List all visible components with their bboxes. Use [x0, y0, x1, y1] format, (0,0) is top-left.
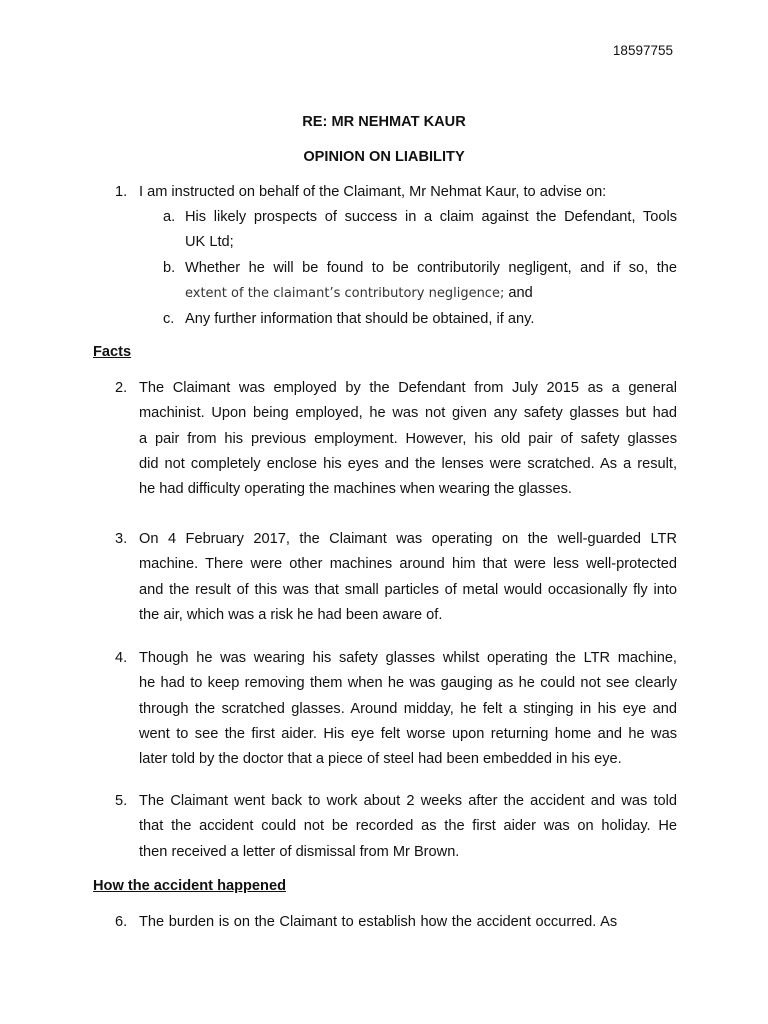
paragraph-number: 4.	[115, 650, 128, 666]
list-item: His likely prospects of success in a claim against the Defendant, Tools UK Ltd;	[185, 209, 677, 251]
list-label: c.	[163, 311, 175, 327]
paragraph-6	[93, 910, 677, 940]
paragraph-2	[93, 376, 677, 506]
document-subtitle: OPINION ON LIABILITY	[303, 149, 465, 165]
document-title: RE: MR NEHMAT KAUR	[302, 114, 466, 130]
paragraph-text: The Claimant was employed by the Defendant from July 2015 as a general machinist. Upon being employed, he was not given any safety glasses but had a pair from his previous employment. However, his old pair of safety glasses did not completely enclose his eyes and the lenses were scratched. As a result, he had difficulty operating the machines when wearing the glasses.	[139, 380, 677, 498]
paragraph-text: The burden is on the Claimant to establish how the accident occurred. As	[139, 914, 618, 930]
list-label: b.	[163, 260, 176, 276]
paragraph-3	[93, 527, 677, 631]
paragraph-text: Though he was wearing his safety glasses whilst operating the LTR machine, he had to keep removing them when he was gauging as he could not see clearly through the scratched glasses. Around midday, he felt a stinging in his eye and went to see the first aider. His eye felt worse upon returning home and he was later told by the doctor that a piece of steel had been embedded in his eye.	[139, 650, 677, 768]
paragraph-number: 1.	[115, 184, 128, 200]
paragraph-1	[93, 180, 677, 340]
list-item: Whether he will be found to be contributorily negligent, and if so, the extent of the claimant’s contributory negligence; and	[185, 260, 677, 302]
section-heading-facts: Facts	[93, 344, 132, 360]
paragraph-number: 6.	[115, 914, 128, 930]
section-heading-how-the-accident-happened: How the accident happened	[93, 878, 286, 894]
paragraph-number: 3.	[115, 531, 128, 547]
list-label: a.	[163, 209, 176, 225]
paragraph-text: On 4 February 2017, the Claimant was operating on the well-guarded LTR machine. There were other machines around him that were less well-protected and the result of this was that small particles of metal would occasionally fly into the air, which was a risk he had been aware of.	[139, 531, 677, 623]
paragraph-text: I am instructed on behalf of the Claimant, Mr Nehmat Kaur, to advise on:	[139, 184, 607, 200]
document-number: 18597755	[612, 43, 673, 58]
list-item: Any further information that should be obtained, if any.	[185, 311, 535, 327]
paragraph-number: 2.	[115, 380, 128, 396]
paragraph-5	[93, 789, 677, 869]
paragraph-number: 5.	[115, 793, 128, 809]
paragraph-text: The Claimant went back to work about 2 weeks after the accident and was told that the accident could not be recorded as the first aider was on holiday. He then received a letter of dismissal from Mr Brown.	[139, 793, 677, 860]
paragraph-4	[93, 646, 677, 776]
